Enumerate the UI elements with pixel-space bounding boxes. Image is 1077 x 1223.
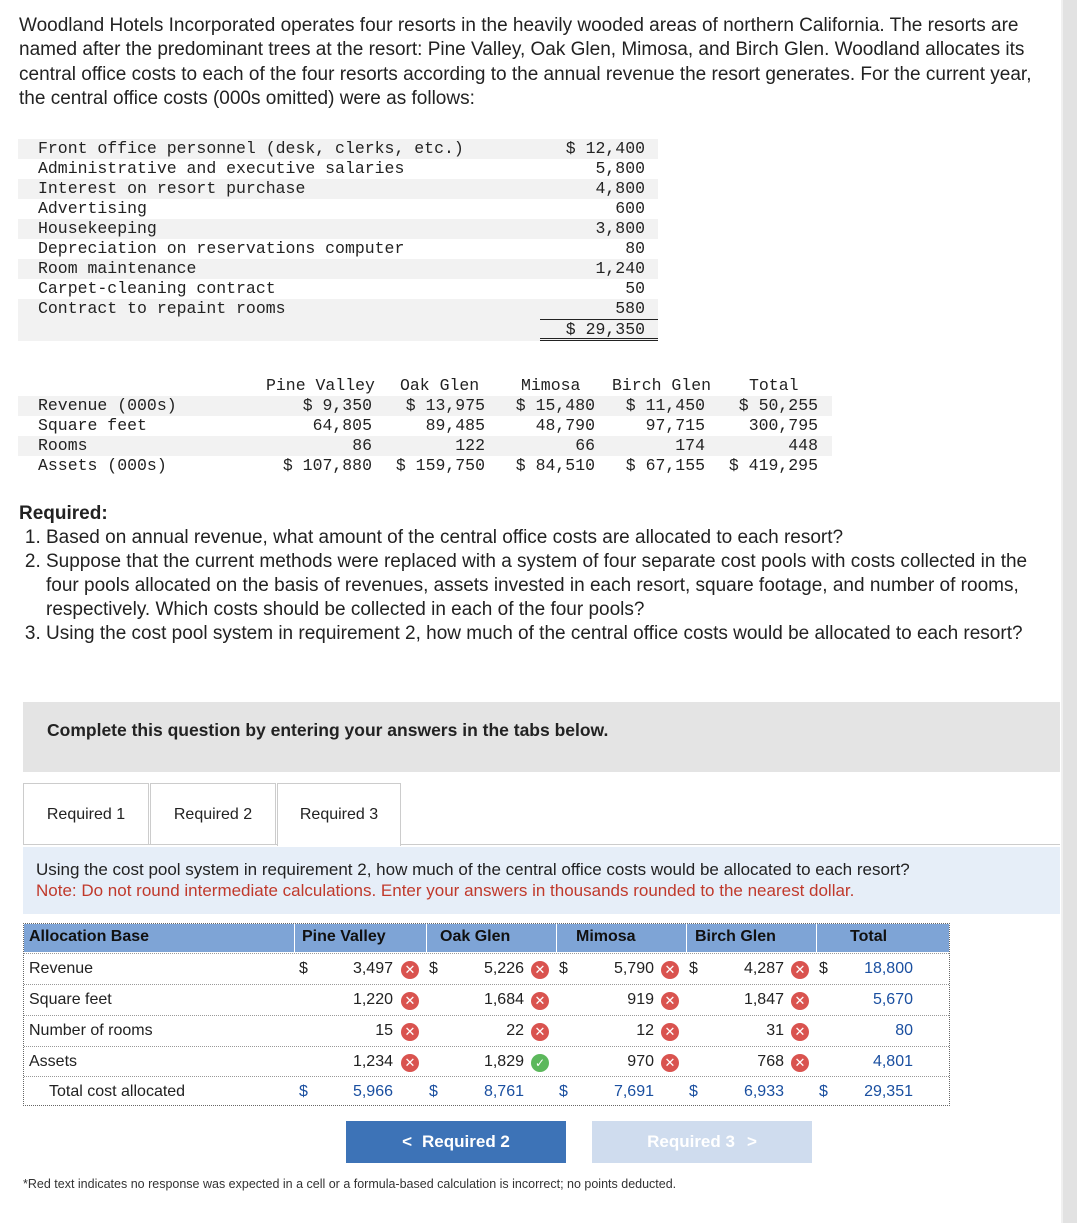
incorrect-icon: ✕	[791, 1023, 809, 1041]
pine-valley-rooms-input[interactable]: 15	[375, 1022, 393, 1039]
incorrect-icon: ✕	[791, 961, 809, 979]
problem-intro: Woodland Hotels Incorporated operates four resorts in the heavily wooded areas of northern California. The resorts are named after the predominant trees at the resort: Pine Valley, Oak Glen, Mimosa, and Birch Glen. Woodland allocates its central office costs to each of the four resorts according to the annual revenue the resort generates. For the current year, the central office costs (000s omitted) were as follows:	[19, 15, 1032, 109]
cost-total-row	[18, 319, 658, 341]
grid-header: Allocation Base Pine Valley Oak Glen Mimosa Birch Glen Total	[24, 924, 949, 952]
correct-check-icon: ✓	[531, 1054, 549, 1072]
incorrect-icon: ✕	[661, 992, 679, 1010]
stats-header-row: Pine Valley Oak Glen Mimosa Birch Glen Total	[266, 376, 799, 395]
oak-glen-total: 8,761	[483, 1083, 524, 1100]
cost-row: Room maintenance 1,240	[18, 259, 658, 279]
cost-row: Front office personnel (desk, clerks, etc.) $ 12,400	[18, 139, 658, 159]
question-text: Using the cost pool system in requirement 2, how much of the central office costs would be allocated to each resort?	[36, 860, 910, 879]
table-row: Number of rooms 15 ✕ 22 ✕ 12 ✕ 31 ✕ 80	[24, 1015, 949, 1046]
instructions-banner: Complete this question by entering your answers in the tabs below.	[23, 702, 1060, 772]
incorrect-icon: ✕	[401, 961, 419, 979]
sqft-total: 5,670	[872, 991, 913, 1008]
cost-table	[18, 139, 658, 341]
mimosa-rooms-input[interactable]: 12	[636, 1022, 654, 1039]
question-box	[23, 847, 1060, 914]
table-row: Assets 1,234 ✕ 1,829 ✓ 970 ✕ 768 ✕ 4,801	[24, 1046, 949, 1077]
question-note: Note: Do not round intermediate calculations. Enter your answers in thousands rounded to the nearest dollar.	[36, 881, 855, 900]
scrollbar[interactable]	[1063, 0, 1077, 1223]
pine-valley-total: 5,966	[352, 1083, 393, 1100]
total-double-rule	[540, 338, 658, 341]
pine-valley-revenue-input[interactable]: 3,497	[352, 960, 393, 977]
assets-total: 4,801	[872, 1053, 913, 1070]
cost-row: Carpet-cleaning contract 50	[38, 279, 645, 298]
tab-required-2[interactable]: Required 2	[150, 783, 276, 845]
incorrect-icon: ✕	[531, 1023, 549, 1041]
cost-row: Depreciation on reservations computer 80	[38, 239, 645, 258]
cost-row: Housekeeping 3,800	[18, 219, 658, 239]
table-row: Revenue $ 3,497 ✕ $ 5,226 ✕ $ 5,790 ✕ $ 4,287 ✕ $ 18,800	[24, 953, 949, 984]
incorrect-icon: ✕	[661, 961, 679, 979]
requirements	[19, 502, 1029, 646]
stats-row: Assets (000s) $ 107,880 $ 159,750 $ 84,510 $ 67,155 $ 419,295	[38, 456, 818, 475]
stats-row: Revenue (000s) $ 9,350 $ 13,975 $ 15,480 $ 11,450 $ 50,255	[18, 396, 832, 416]
required-title: Required:	[19, 503, 108, 524]
incorrect-icon: ✕	[531, 961, 549, 979]
footnote: *Red text indicates no response was expected in a cell or a formula-based calculation is incorrect; no points deducted.	[23, 1177, 677, 1191]
requirement-3: 3. Using the cost pool system in requirement 2, how much of the central office costs would be allocated to each resort?	[46, 622, 1029, 646]
stats-row: Rooms 86 122 66 174 448	[18, 436, 832, 456]
incorrect-icon: ✕	[661, 1054, 679, 1072]
birch-glen-revenue-input[interactable]: 4,287	[743, 960, 784, 977]
cost-total: $ 29,350	[565, 320, 645, 339]
mimosa-assets-input[interactable]: 970	[627, 1053, 654, 1070]
tab-required-1[interactable]: Required 1	[23, 783, 149, 845]
birch-glen-assets-input[interactable]: 768	[757, 1053, 784, 1070]
chevron-left-icon: <	[402, 1132, 413, 1151]
incorrect-icon: ✕	[401, 1054, 419, 1072]
oak-glen-rooms-input[interactable]: 22	[506, 1022, 524, 1039]
prev-required-2-button[interactable]: < Required 2	[346, 1121, 566, 1163]
cost-row: Contract to repaint rooms 580	[18, 299, 658, 319]
total-row: Total cost allocated $ 5,966 $ 8,761 $ 7,691 $ 6,933 $ 29,351	[24, 1076, 949, 1107]
incorrect-icon: ✕	[401, 1023, 419, 1041]
oak-glen-revenue-input[interactable]: 5,226	[483, 960, 524, 977]
mimosa-sqft-input[interactable]: 919	[627, 991, 654, 1008]
allocation-grid	[23, 923, 950, 1106]
mimosa-revenue-input[interactable]: 5,790	[613, 960, 654, 977]
oak-glen-sqft-input[interactable]: 1,684	[483, 991, 524, 1008]
table-row: Square feet 1,220 ✕ 1,684 ✕ 919 ✕ 1,847 ✕ 5,670	[24, 984, 949, 1015]
incorrect-icon: ✕	[531, 992, 549, 1010]
requirement-1: 1. Based on annual revenue, what amount of the central office costs are allocated to each resort?	[46, 526, 1029, 550]
requirement-2: 2. Suppose that the current methods were replaced with a system of four separate cost pools with costs collected in the four pools allocated on the basis of revenues, assets invested in each resort, square footage, and number of rooms, respectively. Which costs should be collected in each of the four pools?	[46, 550, 1029, 622]
mimosa-total: 7,691	[613, 1083, 654, 1100]
birch-glen-total: 6,933	[743, 1083, 784, 1100]
cost-row: Administrative and executive salaries 5,800	[38, 159, 645, 178]
oak-glen-assets-input[interactable]: 1,829	[483, 1053, 524, 1070]
incorrect-icon: ✕	[791, 1054, 809, 1072]
incorrect-icon: ✕	[661, 1023, 679, 1041]
tab-required-3[interactable]: Required 3	[277, 783, 401, 846]
incorrect-icon: ✕	[791, 992, 809, 1010]
birch-glen-rooms-input[interactable]: 31	[766, 1022, 784, 1039]
chevron-right-icon: >	[746, 1132, 757, 1151]
grand-total: 29,351	[864, 1083, 913, 1100]
cost-row: Advertising 600	[38, 199, 645, 218]
pine-valley-assets-input[interactable]: 1,234	[352, 1053, 393, 1070]
next-required-3-button[interactable]: Required 3 >	[592, 1121, 812, 1163]
incorrect-icon: ✕	[401, 992, 419, 1010]
cost-row: Interest on resort purchase 4,800	[18, 179, 658, 199]
revenue-total: 18,800	[864, 960, 913, 977]
birch-glen-sqft-input[interactable]: 1,847	[743, 991, 784, 1008]
stats-row: Square feet 64,805 89,485 48,790 97,715 300,795	[38, 416, 818, 435]
resort-stats-table	[18, 376, 832, 476]
pine-valley-sqft-input[interactable]: 1,220	[352, 991, 393, 1008]
rooms-total: 80	[895, 1022, 913, 1039]
